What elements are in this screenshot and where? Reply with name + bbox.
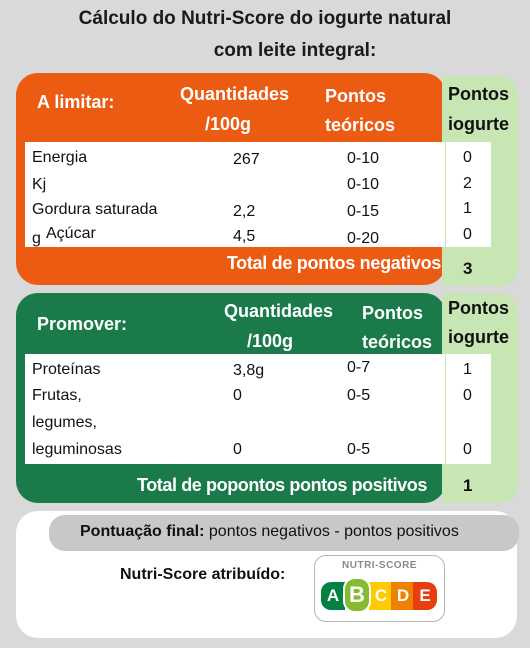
limit-yogurt-header-2: iogurte: [448, 114, 509, 134]
nutri-score-logo: [314, 555, 445, 622]
promote-row-points: 0: [463, 387, 472, 404]
promote-total-value: 1: [463, 476, 473, 495]
limit-row-qty: 267: [233, 151, 260, 168]
promote-row-points: 0: [463, 441, 472, 458]
nutri-score-scale: [321, 577, 437, 613]
promote-pts-header-2: teóricos: [362, 332, 433, 352]
promote-qty-header-2: /100g: [247, 331, 294, 351]
promote-yogurt-header-2: iogurte: [448, 327, 509, 347]
limit-qty-header-2: /100g: [205, 114, 252, 134]
limit-row-points: 2: [463, 175, 472, 192]
score-letter-d: D: [391, 582, 415, 610]
limit-pts-header-2: teóricos: [325, 115, 396, 135]
limit-row-prefix: g: [32, 230, 41, 247]
promote-row-label: Frutas,: [32, 387, 82, 404]
promote-row-range: 0-7: [347, 359, 371, 376]
limit-row-points: 0: [463, 149, 472, 166]
title-line-1: Cálculo do Nutri-Score do iogurte natural: [78, 8, 452, 29]
promote-yogurt-header-1: Pontos: [448, 298, 509, 318]
final-score-text: [80, 523, 459, 541]
promote-pts-header-1: Pontos: [362, 303, 423, 323]
promote-row-qty: 0: [233, 441, 242, 458]
limit-row-range: 0-10: [347, 176, 380, 193]
promote-header: Promover:: [37, 314, 128, 334]
limit-row-range: 0-20: [347, 230, 380, 247]
promote-row-qty: 0: [233, 387, 242, 404]
final-score-label: Pontuação final:: [80, 523, 205, 540]
promote-row-range: 0-5: [347, 441, 371, 458]
limit-yogurt-header-1: Pontos: [448, 84, 509, 104]
score-letter-e: E: [413, 582, 437, 610]
limit-row-label: Açúcar: [46, 225, 96, 242]
limit-total-label: Total de pontos negativos: [226, 253, 441, 273]
limit-total-value: 3: [463, 259, 473, 278]
limit-row-label: Kj: [32, 176, 47, 193]
nutri-score-logo-title: NUTRI-SCORE: [342, 560, 417, 571]
limit-row-range: 0-15: [347, 203, 380, 220]
promote-row-qty: 3,8g: [233, 362, 265, 379]
promote-row-label: Proteínas: [32, 361, 101, 378]
score-letter-b-selected: B: [343, 577, 371, 613]
limit-row-qty: 4,5: [233, 228, 256, 245]
limit-header: A limitar:: [37, 92, 115, 112]
promote-qty-header-1: Quantidades: [224, 301, 334, 321]
promote-row-points: 1: [463, 361, 472, 378]
score-letter-c: C: [369, 582, 393, 610]
limit-row-points: 1: [463, 200, 472, 217]
limit-row-qty: 2,2: [233, 203, 256, 220]
title-line-2: com leite integral:: [213, 40, 377, 61]
assigned-score-label: Nutri-Score atribuído:: [120, 566, 286, 583]
limit-qty-header-1: Quantidades: [180, 84, 290, 104]
final-score-formula: pontos negativos - pontos positivos: [204, 523, 459, 540]
limit-row-label: Gordura saturada: [32, 201, 158, 218]
limit-row-range: 0-10: [347, 150, 380, 167]
limit-row-label: Energia: [32, 149, 88, 166]
limit-row-points: 0: [463, 226, 472, 243]
limit-pts-header-1: Pontos: [325, 86, 386, 106]
promote-total-label: Total de popontos pontos positivos: [136, 475, 427, 495]
promote-row-label: legumes,: [32, 414, 97, 431]
promote-row-range: 0-5: [347, 387, 371, 404]
score-letter-a: A: [321, 582, 345, 610]
promote-row-label: leguminosas: [32, 441, 122, 458]
